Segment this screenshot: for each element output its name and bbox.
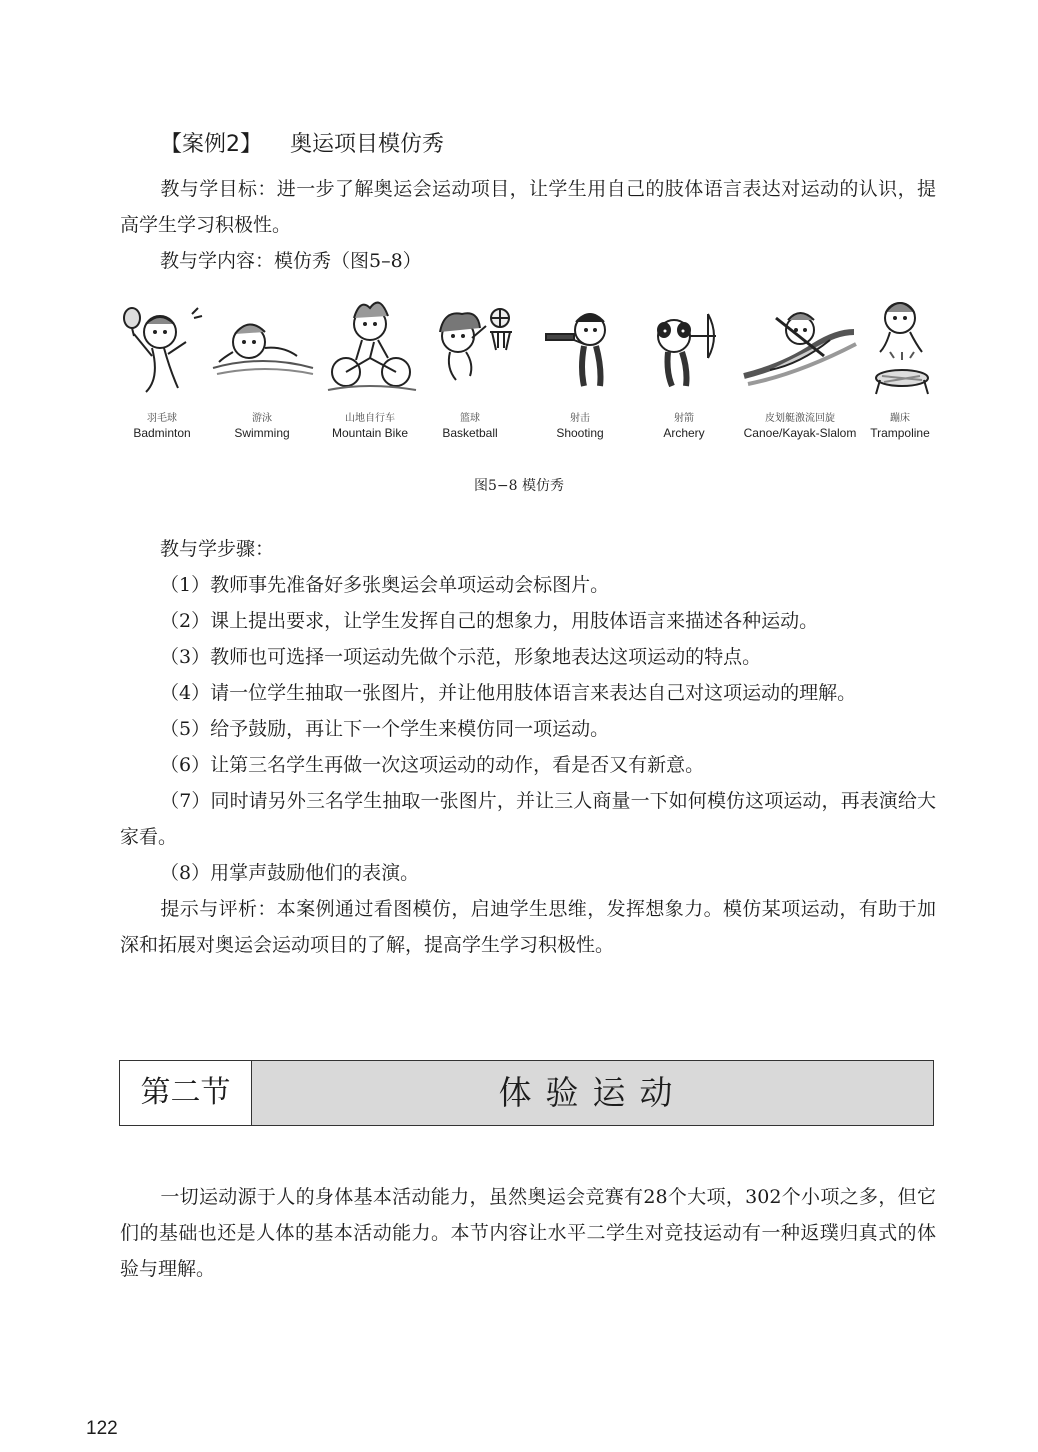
step-item: （8）用掌声鼓励他们的表演。 [160,862,420,884]
section-title: 体验运动 [498,1073,687,1112]
case-label: 【案例2】 [160,132,262,157]
figure-label-en: Canoe/Kayak-Slalom [743,426,857,440]
case-heading [160,130,444,160]
figure-label-en: Archery [663,426,705,440]
figure-label-en: Swimming [234,426,290,440]
page-number: 122 [86,1418,118,1439]
figure-item-trampoline [840,296,960,446]
shooting-mascot-icon [530,296,630,400]
mascot-figure-strip [120,296,950,446]
figure-label-en: Trampoline [870,426,930,440]
figure-caption: 图5−8 模仿秀 [474,478,564,494]
tips-paragraph: 提示与评析：本案例通过看图模仿，启迪学生思维，发挥想象力。模仿某项运动，有助于加深和拓展对奥运会运动项目的了解，提高学生学习积极性。 [120,898,936,956]
figure-label-en: Shooting [556,426,604,440]
figure-label-cn: 山地自行车 [345,413,395,424]
badminton-mascot-icon [112,296,212,400]
case-title: 奥运项目模仿秀 [290,132,445,157]
step-item: （4）请一位学生抽取一张图片，并让他用肢体语言来表达自己对这项运动的理解。 [160,682,857,704]
swimming-mascot-icon [207,296,317,400]
step-item: （1）教师事先准备好多张奥运会单项运动会标图片。 [160,574,610,596]
basketball-mascot-icon [420,296,520,400]
figure-label-cn: 皮划艇激流回旋 [765,413,835,424]
figure-label-cn: 游泳 [252,413,272,424]
goal-paragraph: 教与学目标：进一步了解奥运会运动项目，让学生用自己的肢体语言表达对运动的认识，提高学生学习积极性。 [120,178,936,236]
figure-label-en: Basketball [442,426,498,440]
figure-label-en: Badminton [133,426,191,440]
archery-mascot-icon [634,296,734,400]
intro-paragraph: 一切运动源于人的身体基本活动能力，虽然奥运会竞赛有28个大项，302个小项之多，但它们的基础也还是人体的基本活动能力。本节内容让水平二学生对竞技运动有一种返璞归真式的体验与理解。 [120,1186,936,1280]
step-item: （5）给予鼓励，再让下一个学生来模仿同一项运动。 [160,718,610,740]
step-item: （2）课上提出要求，让学生发挥自己的想象力，用肢体语言来描述各种运动。 [160,610,819,632]
step-item: （6）让第三名学生再做一次这项运动的动作，看是否又有新意。 [160,754,705,776]
trampoline-mascot-icon [850,296,950,400]
steps-heading: 教与学步骤： [160,538,275,560]
figure-label-cn: 射击 [570,413,590,424]
figure-label-cn: 蹦床 [890,413,910,424]
content-paragraph: 教与学内容：模仿秀（图5–8） [160,250,422,272]
section-banner [119,1060,934,1126]
figure-label-cn: 篮球 [460,413,480,424]
figure-label-cn: 羽毛球 [147,413,177,424]
step-item: （3）教师也可选择一项运动先做个示范，形象地表达这项运动的特点。 [160,646,762,668]
figure-label-en: Mountain Bike [331,426,409,440]
figure-label-cn: 射箭 [674,413,694,424]
step-item: （7）同时请另外三名学生抽取一张图片，并让三人商量一下如何模仿这项运动，再表演给大家看。 [120,790,936,848]
section-number: 第二节 [120,1061,252,1125]
mountain-bike-mascot-icon [320,296,420,400]
